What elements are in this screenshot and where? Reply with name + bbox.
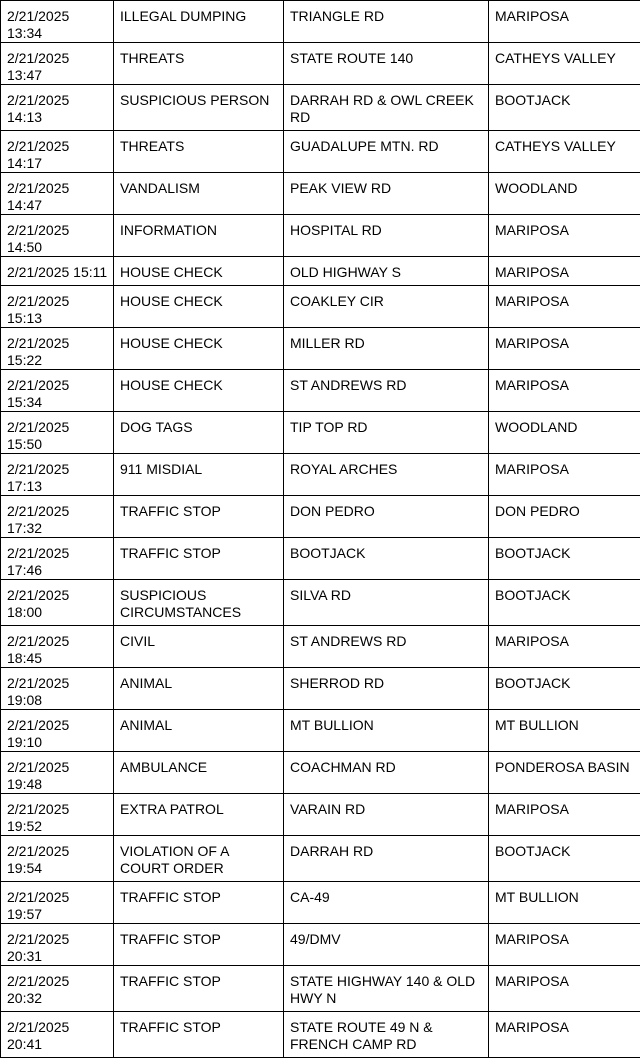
- incident-type-cell: TRAFFIC STOP: [114, 538, 284, 580]
- location-cell: CA-49: [284, 882, 489, 924]
- table-row: [1, 412, 640, 454]
- datetime-cell: 2/21/2025 19:54: [1, 836, 114, 882]
- datetime-cell: 2/21/2025 14:47: [1, 173, 114, 215]
- table-row: [1, 752, 640, 794]
- area-cell: MARIPOSA: [489, 257, 640, 286]
- table-row: [1, 328, 640, 370]
- location-cell: GUADALUPE MTN. RD: [284, 131, 489, 173]
- location-cell: TIP TOP RD: [284, 412, 489, 454]
- table-row: [1, 454, 640, 496]
- table-row: [1, 924, 640, 966]
- location-cell: VARAIN RD: [284, 794, 489, 836]
- table-row: [1, 580, 640, 626]
- location-cell: STATE HIGHWAY 140 & OLD HWY N: [284, 966, 489, 1012]
- datetime-cell: 2/21/2025 18:45: [1, 626, 114, 668]
- datetime-cell: 2/21/2025 15:13: [1, 286, 114, 328]
- area-cell: BOOTJACK: [489, 538, 640, 580]
- datetime-cell: 2/21/2025 17:46: [1, 538, 114, 580]
- area-cell: MARIPOSA: [489, 370, 640, 412]
- table-row: [1, 1012, 640, 1058]
- location-cell: HOSPITAL RD: [284, 215, 489, 257]
- datetime-cell: 2/21/2025 18:00: [1, 580, 114, 626]
- incident-type-cell: THREATS: [114, 131, 284, 173]
- table-row: [1, 710, 640, 752]
- incident-type-cell: VANDALISM: [114, 173, 284, 215]
- area-cell: MARIPOSA: [489, 966, 640, 1012]
- area-cell: BOOTJACK: [489, 836, 640, 882]
- table-row: [1, 370, 640, 412]
- location-cell: STATE ROUTE 140: [284, 43, 489, 85]
- area-cell: DON PEDRO: [489, 496, 640, 538]
- location-cell: DARRAH RD: [284, 836, 489, 882]
- area-cell: MARIPOSA: [489, 328, 640, 370]
- area-cell: MARIPOSA: [489, 626, 640, 668]
- location-cell: ST ANDREWS RD: [284, 370, 489, 412]
- incident-type-cell: ANIMAL: [114, 668, 284, 710]
- location-cell: PEAK VIEW RD: [284, 173, 489, 215]
- area-cell: CATHEYS VALLEY: [489, 43, 640, 85]
- table-row: [1, 131, 640, 173]
- area-cell: MARIPOSA: [489, 215, 640, 257]
- incident-type-cell: THREATS: [114, 43, 284, 85]
- datetime-cell: 2/21/2025 19:08: [1, 668, 114, 710]
- area-cell: MARIPOSA: [489, 286, 640, 328]
- incident-type-cell: AMBULANCE: [114, 752, 284, 794]
- table-row: [1, 882, 640, 924]
- incident-type-cell: TRAFFIC STOP: [114, 924, 284, 966]
- datetime-cell: 2/21/2025 13:34: [1, 1, 114, 43]
- table-row: [1, 836, 640, 882]
- area-cell: MARIPOSA: [489, 924, 640, 966]
- location-cell: 49/DMV: [284, 924, 489, 966]
- location-cell: COACHMAN RD: [284, 752, 489, 794]
- datetime-cell: 2/21/2025 15:11: [1, 257, 114, 286]
- incident-type-cell: TRAFFIC STOP: [114, 496, 284, 538]
- area-cell: MARIPOSA: [489, 1, 640, 43]
- incident-type-cell: TRAFFIC STOP: [114, 966, 284, 1012]
- incident-type-cell: VIOLATION OF A COURT ORDER: [114, 836, 284, 882]
- incident-type-cell: HOUSE CHECK: [114, 370, 284, 412]
- table-row: [1, 215, 640, 257]
- datetime-cell: 2/21/2025 15:22: [1, 328, 114, 370]
- location-cell: DARRAH RD & OWL CREEK RD: [284, 85, 489, 131]
- location-cell: COAKLEY CIR: [284, 286, 489, 328]
- area-cell: WOODLAND: [489, 173, 640, 215]
- area-cell: MARIPOSA: [489, 1012, 640, 1058]
- location-cell: STATE ROUTE 49 N & FRENCH CAMP RD: [284, 1012, 489, 1058]
- table-row: [1, 43, 640, 85]
- datetime-cell: 2/21/2025 20:32: [1, 966, 114, 1012]
- area-cell: BOOTJACK: [489, 580, 640, 626]
- location-cell: SILVA RD: [284, 580, 489, 626]
- location-cell: BOOTJACK: [284, 538, 489, 580]
- location-cell: TRIANGLE RD: [284, 1, 489, 43]
- datetime-cell: 2/21/2025 17:13: [1, 454, 114, 496]
- table-row: [1, 626, 640, 668]
- area-cell: BOOTJACK: [489, 85, 640, 131]
- area-cell: MT BULLION: [489, 710, 640, 752]
- datetime-cell: 2/21/2025 19:57: [1, 882, 114, 924]
- location-cell: MILLER RD: [284, 328, 489, 370]
- table-row: [1, 966, 640, 1012]
- table-row: [1, 538, 640, 580]
- location-cell: DON PEDRO: [284, 496, 489, 538]
- datetime-cell: 2/21/2025 17:32: [1, 496, 114, 538]
- incident-type-cell: SUSPICIOUS PERSON: [114, 85, 284, 131]
- datetime-cell: 2/21/2025 20:31: [1, 924, 114, 966]
- incident-type-cell: TRAFFIC STOP: [114, 1012, 284, 1058]
- location-cell: MT BULLION: [284, 710, 489, 752]
- datetime-cell: 2/21/2025 19:48: [1, 752, 114, 794]
- table-row: [1, 496, 640, 538]
- incident-type-cell: TRAFFIC STOP: [114, 882, 284, 924]
- incident-type-cell: ILLEGAL DUMPING: [114, 1, 284, 43]
- datetime-cell: 2/21/2025 15:34: [1, 370, 114, 412]
- datetime-cell: 2/21/2025 14:50: [1, 215, 114, 257]
- table-row: [1, 286, 640, 328]
- incident-type-cell: ANIMAL: [114, 710, 284, 752]
- incident-log-body: [1, 1, 640, 1058]
- incident-type-cell: CIVIL: [114, 626, 284, 668]
- datetime-cell: 2/21/2025 14:13: [1, 85, 114, 131]
- incident-type-cell: INFORMATION: [114, 215, 284, 257]
- incident-type-cell: 911 MISDIAL: [114, 454, 284, 496]
- table-row: [1, 85, 640, 131]
- location-cell: OLD HIGHWAY S: [284, 257, 489, 286]
- location-cell: SHERROD RD: [284, 668, 489, 710]
- area-cell: PONDEROSA BASIN: [489, 752, 640, 794]
- datetime-cell: 2/21/2025 13:47: [1, 43, 114, 85]
- datetime-cell: 2/21/2025 20:41: [1, 1012, 114, 1058]
- area-cell: BOOTJACK: [489, 668, 640, 710]
- datetime-cell: 2/21/2025 19:52: [1, 794, 114, 836]
- datetime-cell: 2/21/2025 14:17: [1, 131, 114, 173]
- incident-type-cell: HOUSE CHECK: [114, 257, 284, 286]
- datetime-cell: 2/21/2025 19:10: [1, 710, 114, 752]
- table-row: [1, 173, 640, 215]
- area-cell: MARIPOSA: [489, 794, 640, 836]
- area-cell: MARIPOSA: [489, 454, 640, 496]
- area-cell: WOODLAND: [489, 412, 640, 454]
- location-cell: ST ANDREWS RD: [284, 626, 489, 668]
- incident-type-cell: HOUSE CHECK: [114, 328, 284, 370]
- table-row: [1, 1, 640, 43]
- datetime-cell: 2/21/2025 15:50: [1, 412, 114, 454]
- incident-type-cell: EXTRA PATROL: [114, 794, 284, 836]
- incident-type-cell: HOUSE CHECK: [114, 286, 284, 328]
- table-row: [1, 257, 640, 286]
- area-cell: MT BULLION: [489, 882, 640, 924]
- incident-type-cell: DOG TAGS: [114, 412, 284, 454]
- area-cell: CATHEYS VALLEY: [489, 131, 640, 173]
- table-row: [1, 794, 640, 836]
- incident-type-cell: SUSPICIOUS CIRCUMSTANCES: [114, 580, 284, 626]
- location-cell: ROYAL ARCHES: [284, 454, 489, 496]
- table-row: [1, 668, 640, 710]
